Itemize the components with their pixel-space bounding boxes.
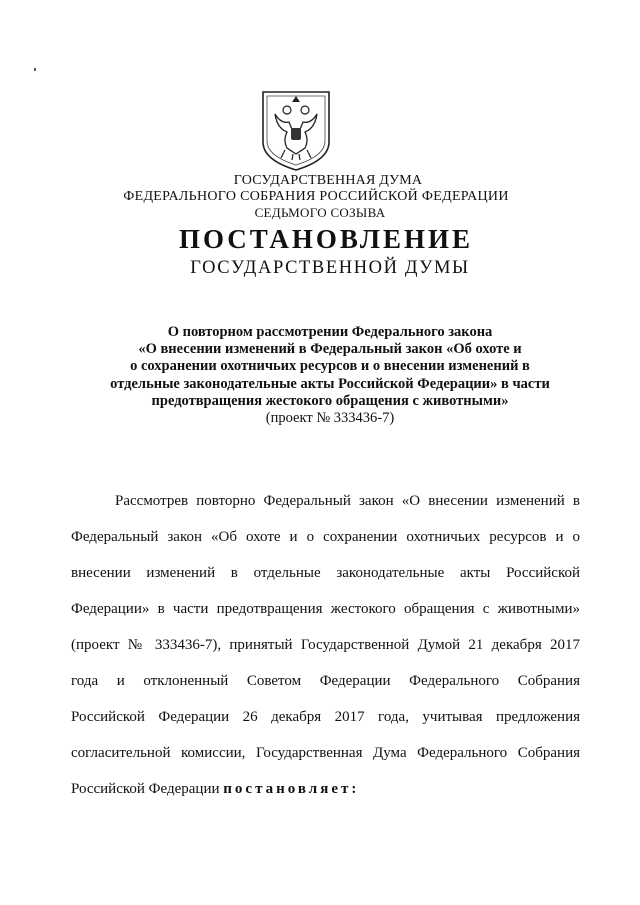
resolution-title	[60, 324, 600, 410]
body-line: Федеральный закон «Об охоте и о сохранении охотничьих ресурсов и о	[71, 529, 580, 545]
body-line: согласительной комиссии, Государственная Дума Федерального Собрания	[71, 745, 580, 761]
body-line: Российской Федерации 26 декабря 2017 года, учитывая предложения	[71, 709, 580, 725]
org-name-line-1: ГОСУДАРСТВЕННАЯ ДУМА	[233, 173, 423, 188]
org-name-line-2: ФЕДЕРАЛЬНОГО СОБРАНИЯ РОССИЙСКОЙ ФЕДЕРАЦИИ	[123, 189, 509, 204]
title-line: «О внесении изменений в Федеральный закон «Об охоте и	[138, 341, 522, 358]
title-line: о сохранении охотничьих ресурсов и о внесении изменений в	[130, 358, 530, 375]
resolves-word: постановляет:	[223, 781, 360, 797]
body-line: (проект № 333436-7), принятый Государственной Думой 21 декабря 2017	[71, 637, 580, 653]
title-line: предотвращения жестокого обращения с животными»	[151, 392, 509, 409]
body-last-line	[71, 771, 580, 807]
document-subtitle: ГОСУДАРСТВЕННОЙ ДУМЫ	[190, 258, 470, 278]
body-line: Федерации» в части предотвращения жестокого обращения с животными»	[71, 601, 580, 617]
scan-speck	[34, 68, 36, 71]
project-reference: (проект № 333436-7)	[265, 410, 395, 426]
body-line: внесении изменений в отдельные законодательные акты Российской	[71, 565, 580, 581]
coat-of-arms-emblem	[259, 88, 333, 172]
body-line: года и отклоненный Советом Федерации Федерального Собрания	[71, 673, 580, 689]
resolution-body	[71, 483, 580, 807]
body-last-line-text: Российской Федерации	[71, 781, 224, 797]
title-line: О повторном рассмотрении Федерального закона	[167, 324, 493, 340]
title-line: отдельные законодательные акты Российской Федерации» в части	[110, 375, 550, 392]
convocation-line: СЕДЬМОГО СОЗЫВА	[254, 205, 386, 220]
document-type-heading: ПОСТАНОВЛЕНИЕ	[178, 224, 474, 254]
body-line: Рассмотрев повторно Федеральный закон «О внесении изменений в	[115, 493, 580, 509]
